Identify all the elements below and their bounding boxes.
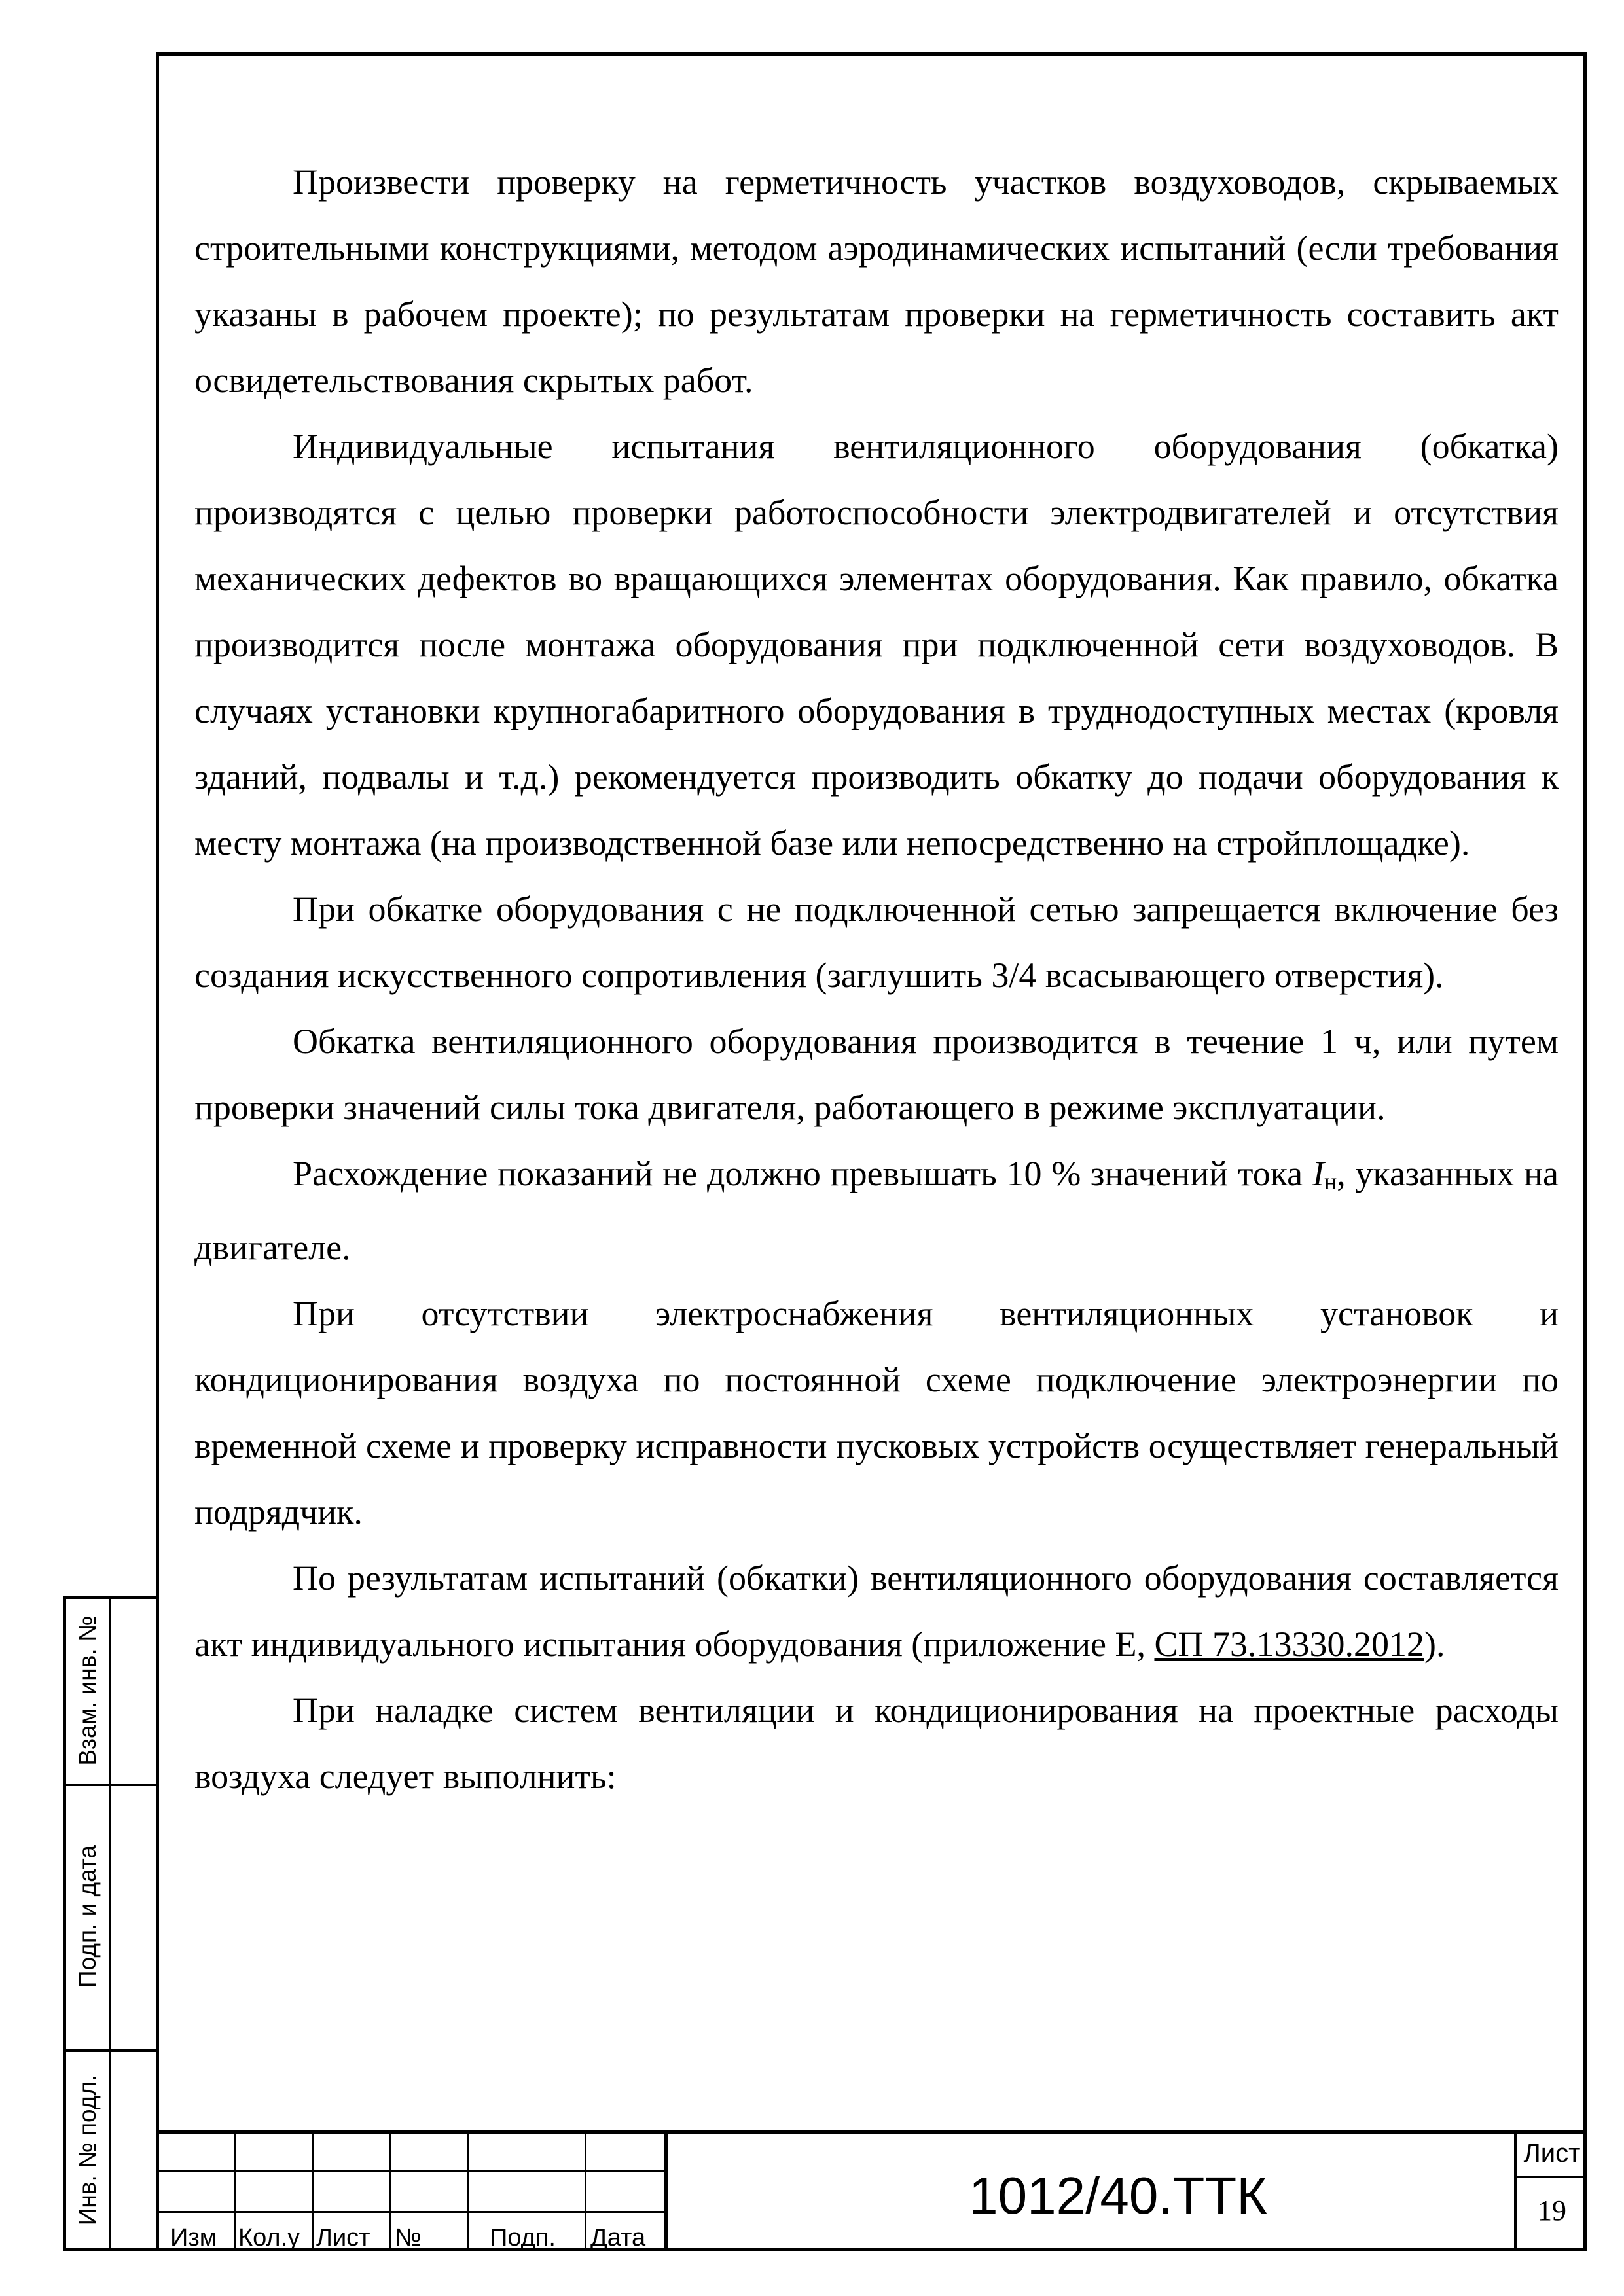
sheet-box bbox=[1514, 2134, 1587, 2251]
col-change: Изм bbox=[170, 2224, 217, 2251]
col-sheet: Лист bbox=[316, 2224, 370, 2251]
side-stamp-line bbox=[66, 2049, 159, 2052]
paragraph-text: По результатам испытаний (обкатки) вентиляционного оборудования составляется акт индивидуального испытания оборудования (приложение Е, bbox=[194, 1558, 1559, 1664]
paragraph: Обкатка вентиляционного оборудования производится в течение 1 ч, или путем проверки значений силы тока двигателя, работающего в режиме эксплуатации. bbox=[194, 1022, 1559, 1127]
sheet-divider bbox=[1517, 2176, 1587, 2178]
revision-col-line bbox=[389, 2134, 391, 2251]
title-block bbox=[156, 2130, 1587, 2251]
paragraph-text: , указанных на двигателе. bbox=[194, 1154, 1559, 1267]
current-symbol: I bbox=[1312, 1154, 1324, 1193]
revision-row-line bbox=[156, 2170, 664, 2172]
revision-col-line bbox=[585, 2134, 586, 2251]
paragraph: При отсутствии электроснабжения вентиляционных установок и кондиционирования воздуха по постоянной схеме подключение электроэнергии по временной схеме и проверку исправности пусковых устройств осуществляет генеральный подрядчик. bbox=[194, 1294, 1559, 1532]
paragraph: При обкатке оборудования с не подключенной сетью запрещается включение без создания искусственного сопротивления (заглушить 3/4 всасывающего отверстия). bbox=[194, 889, 1559, 995]
revision-table bbox=[156, 2134, 664, 2251]
document-code: 1012/40.ТТК bbox=[969, 2166, 1267, 2225]
paragraph-text: Расхождение показаний не должно превышать 10 % значений тока bbox=[293, 1154, 1312, 1193]
document-body bbox=[194, 149, 1559, 1810]
paragraph: Произвести проверку на герметичность участков воздуховодов, скрываемых строительными конструкциями, методом аэродинамических испытаний (если требования указаны в рабочем проекте); по результатам проверки на герметичность составить акт освидетельствования скрытых работ. bbox=[194, 162, 1559, 400]
sheet-number: 19 bbox=[1538, 2195, 1566, 2227]
current-subscript: н bbox=[1324, 1168, 1337, 1194]
revision-col-line bbox=[312, 2134, 314, 2251]
side-stamp-line bbox=[66, 1784, 159, 1786]
title-block-divider bbox=[664, 2134, 668, 2251]
paragraph-test-results bbox=[194, 1545, 1559, 1677]
sheet-label: Лист bbox=[1523, 2139, 1581, 2168]
col-quantity: Кол.у bbox=[238, 2224, 300, 2251]
col-date: Дата bbox=[590, 2224, 646, 2251]
paragraph-current-deviation bbox=[194, 1141, 1559, 1281]
standard-reference-link[interactable]: СП 73.13330.2012 bbox=[1154, 1624, 1424, 1664]
paragraph-text: ). bbox=[1424, 1624, 1445, 1664]
revision-row-line bbox=[156, 2211, 664, 2213]
revision-col-line bbox=[234, 2134, 236, 2251]
paragraph: При наладке систем вентиляции и кондиционирования на проектные расходы воздуха следует выполнить: bbox=[194, 1691, 1559, 1796]
side-stamp: Взам. инв. № Подп. и дата Инв. № подл. bbox=[63, 1596, 156, 2251]
revision-col-line bbox=[467, 2134, 469, 2251]
col-signature: Подп. bbox=[490, 2224, 556, 2251]
col-number: № bbox=[395, 2224, 422, 2251]
paragraph: Индивидуальные испытания вентиляционного оборудования (обкатка) производятся с целью проверки работоспособности электродвигателей и отсутствия механических дефектов во вращающихся элементах оборудования. Как правило, обкатка производится после монтажа оборудования при подключенной сети воздуховодов. В случаях установки крупногабаритного оборудования в труднодоступных местах (кровля зданий, подвалы и т.д.) рекомендуется производить обкатку до подачи оборудования к месту монтажа (на производственной базе или непосредственно на стройплощадке). bbox=[194, 427, 1559, 863]
